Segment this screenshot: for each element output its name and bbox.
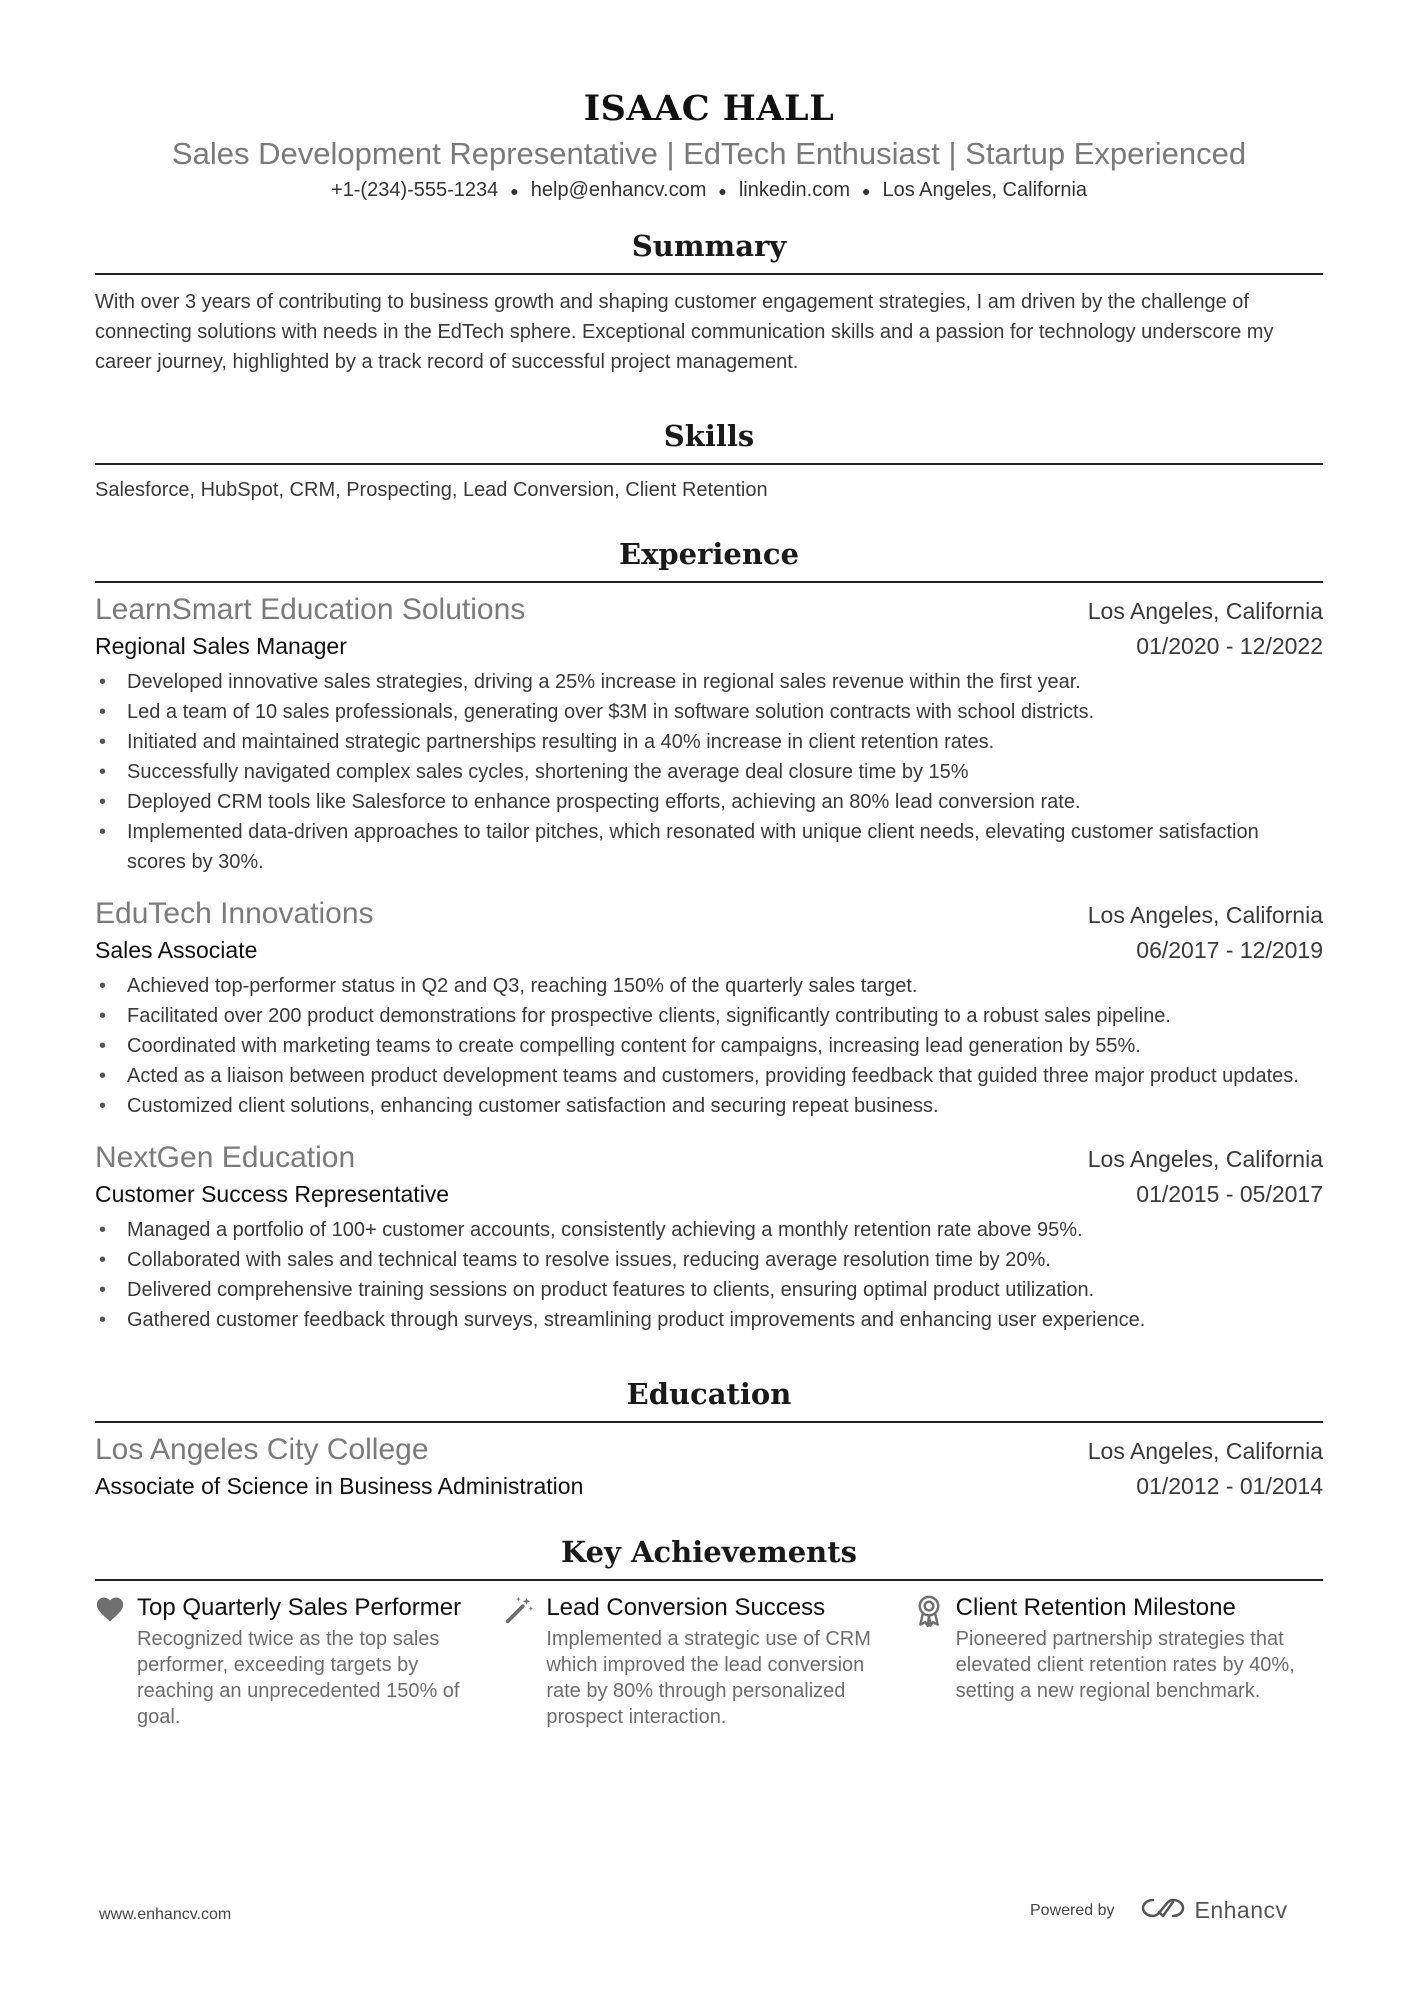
job-company: EduTech Innovations [95,896,374,930]
bullet-separator: ● [510,182,519,199]
bullet-separator: ● [718,182,727,199]
skills-section [95,417,1323,505]
experience-title: Experience [618,536,800,571]
award-ribbon-icon [914,1593,956,1730]
job-subheader [95,629,1323,663]
job-location: Los Angeles, California [1087,597,1323,624]
list-item: • Developed innovative sales strategies, driving a 25% increase in regional sales revenue within the first year. [95,667,1323,697]
education-dates: 01/2012 - 01/2014 [1136,1472,1323,1499]
education-header [95,1431,1323,1469]
job-header [95,1139,1323,1177]
job-role: Regional Sales Manager [95,632,347,659]
job-company: NextGen Education [95,1140,356,1174]
job-subheader [95,1177,1323,1211]
job-dates: 06/2017 - 12/2019 [1136,936,1323,963]
achievements-section [95,1533,1323,1730]
powered-by-label: Powered by [1030,1901,1115,1919]
candidate-tagline: Sales Development Representative | EdTech Enthusiast | Startup Experienced [171,136,1247,171]
achievement-desc: Recognized twice as the top sales performer, exceeding targets by reaching an unprecedented 150% of goal. [137,1627,460,1728]
job-entry [95,1139,1323,1335]
job-dates: 01/2015 - 05/2017 [1136,1180,1323,1207]
magic-wand-icon [504,1593,546,1730]
summary-text: With over 3 years of contributing to business growth and shaping customer engagement strategies, I am driven by the challenge of connecting solutions with needs in the EdTech sphere. Exceptional communication skills and a passion for technology underscore my career journey, highlighted by a track record of successful project management. [95,290,1274,373]
bullet-separator: ● [862,182,871,199]
achievement-item [914,1593,1323,1730]
achievement-title: Client Retention Milestone [955,1593,1236,1621]
achievement-item [504,1593,913,1730]
education-school: Los Angeles City College [95,1432,429,1466]
job-role: Sales Associate [95,936,258,963]
resume-page [95,0,1323,1730]
contact-location: Los Angeles, California [882,179,1088,201]
achievements-title: Key Achievements [561,1534,857,1569]
achievement-title: Lead Conversion Success [546,1593,826,1621]
list-item: • Gathered customer feedback through surveys, streamlining product improvements and enhancing user experience. [95,1305,1323,1335]
list-item: • Coordinated with marketing teams to create compelling content for campaigns, increasing lead generation by 55%. [95,1031,1323,1061]
section-divider [95,273,1323,275]
list-item: • Initiated and maintained strategic partnerships resulting in a 40% increase in client retention rates. [95,727,1323,757]
section-divider [95,463,1323,465]
section-divider [95,1579,1323,1581]
list-item: • Facilitated over 200 product demonstrations for prospective clients, significantly contributing to a robust sales pipeline. [95,1001,1323,1031]
achievement-desc: Pioneered partnership strategies that elevated client retention rates by 40%, setting a new regional benchmark. [955,1627,1295,1702]
job-entry [95,895,1323,1121]
summary-title: Summary [631,228,787,263]
brand-name: Enhancv [1194,1897,1288,1923]
achievement-body [956,1593,1296,1730]
heart-icon [95,1593,137,1730]
job-bullets [95,971,1323,1121]
list-item: • Customized client solutions, enhancing customer satisfaction and securing repeat business. [95,1091,1323,1121]
skills-text: Salesforce, HubSpot, CRM, Prospecting, Lead Conversion, Client Retention [95,478,768,501]
achievement-title: Top Quarterly Sales Performer [137,1593,462,1621]
list-item: • Led a team of 10 sales professionals, generating over $3M in software solution contracts with school districts. [95,697,1323,727]
summary-section [95,227,1323,377]
education-section [95,1375,1323,1503]
achievement-body [546,1593,886,1730]
contact-email[interactable]: help@enhancv.com [530,179,707,201]
job-location: Los Angeles, California [1087,901,1323,928]
list-item: • Achieved top-performer status in Q2 and Q3, reaching 150% of the quarterly sales target. [95,971,1323,1001]
skills-title: Skills [663,418,755,453]
footer-branding [1030,1896,1288,1925]
job-dates: 01/2020 - 12/2022 [1136,632,1323,659]
contact-linkedin[interactable]: linkedin.com [738,179,850,201]
achievement-body [137,1593,477,1730]
list-item: • Managed a portfolio of 100+ customer accounts, consistently achieving a monthly retention rate above 95%. [95,1215,1323,1245]
contact-line [95,176,1323,205]
achievement-item [95,1593,504,1730]
section-divider [95,1421,1323,1423]
education-location: Los Angeles, California [1087,1437,1323,1464]
job-location: Los Angeles, California [1087,1145,1323,1172]
job-bullets [95,667,1323,877]
list-item: • Successfully navigated complex sales cycles, shortening the average deal closure time by 15% [95,757,1323,787]
list-item: • Deployed CRM tools like Salesforce to enhance prospecting efforts, achieving an 80% lead conversion rate. [95,787,1323,817]
resume-header [95,0,1323,205]
job-subheader [95,933,1323,967]
list-item: • Collaborated with sales and technical teams to resolve issues, reducing average resolution time by 20%. [95,1245,1323,1275]
job-header [95,895,1323,933]
achievement-desc: Implemented a strategic use of CRM which improved the lead conversion rate by 80% through personalized prospect interaction. [546,1627,871,1728]
education-entry [95,1431,1323,1503]
list-item: • Delivered comprehensive training sessions on product features to clients, ensuring optimal product utilization. [95,1275,1323,1305]
footer-website[interactable]: www.enhancv.com [99,1906,232,1923]
enhancv-logo-icon [1139,1896,1187,1925]
achievements-grid [95,1593,1323,1730]
section-divider [95,581,1323,583]
job-role: Customer Success Representative [95,1180,450,1207]
education-subheader [95,1469,1323,1503]
contact-phone: +1-(234)-555-1234 [330,179,499,201]
candidate-name: ISAAC HALL [583,88,835,129]
list-item: • Acted as a liaison between product development teams and customers, providing feedback that guided three major product updates. [95,1061,1323,1091]
experience-section [95,535,1323,1335]
job-entry [95,591,1323,877]
list-item: • Implemented data-driven approaches to tailor pitches, which resonated with unique client needs, elevating customer satisfaction scores by 30%. [95,817,1323,877]
education-degree: Associate of Science in Business Administration [95,1472,584,1499]
education-title: Education [626,1376,792,1411]
job-company: LearnSmart Education Solutions [95,592,526,626]
job-bullets [95,1215,1323,1335]
job-header [95,591,1323,629]
